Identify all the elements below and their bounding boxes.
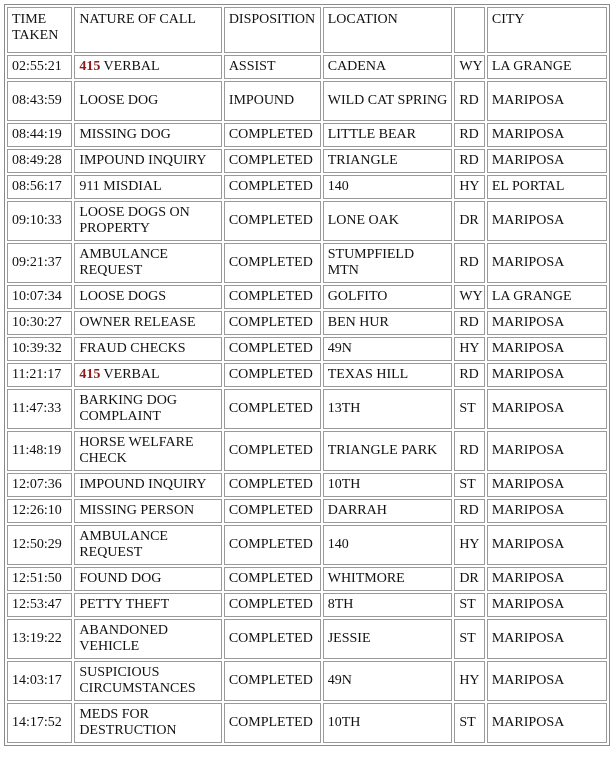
nature-text: VERBAL [100, 367, 160, 382]
cell-nature-of-call [74, 363, 222, 387]
cell-city: MARIPOSA [487, 363, 607, 387]
cell-nature-of-call [74, 243, 222, 283]
nature-text: ABANDONED VEHICLE [79, 623, 172, 654]
cell-location: 13TH [323, 389, 453, 429]
cell-city: MARIPOSA [487, 81, 607, 121]
nature-text: FRAUD CHECKS [79, 341, 186, 356]
penal-code: 415 [79, 367, 101, 382]
cell-time-taken: 08:44:19 [7, 123, 72, 147]
cell-disposition: COMPLETED [224, 703, 321, 743]
cell-city: LA GRANGE [487, 55, 607, 79]
nature-text: FOUND DOG [79, 571, 162, 586]
cell-disposition: COMPLETED [224, 311, 321, 335]
cell-city: MARIPOSA [487, 661, 607, 701]
nature-text: BARKING DOG COMPLAINT [79, 393, 181, 424]
table-row [7, 567, 607, 591]
cell-disposition: COMPLETED [224, 499, 321, 523]
cell-city: MARIPOSA [487, 499, 607, 523]
cell-location: TRIANGLE PARK [323, 431, 453, 471]
cell-disposition: COMPLETED [224, 243, 321, 283]
cell-time-taken: 11:21:17 [7, 363, 72, 387]
nature-text: LOOSE DOGS [79, 289, 167, 304]
cell-location: WILD CAT SPRING [323, 81, 453, 121]
cell-time-taken: 12:26:10 [7, 499, 72, 523]
nature-text: VERBAL [100, 59, 160, 74]
cell-location: DARRAH [323, 499, 453, 523]
cell-time-taken: 10:07:34 [7, 285, 72, 309]
cell-city: EL PORTAL [487, 175, 607, 199]
cell-disposition: COMPLETED [224, 619, 321, 659]
cell-location: 49N [323, 661, 453, 701]
cell-time-taken: 08:49:28 [7, 149, 72, 173]
cell-street-type: WY [454, 285, 485, 309]
table-row [7, 661, 607, 701]
cell-disposition: COMPLETED [224, 567, 321, 591]
nature-text: HORSE WELFARE CHECK [79, 435, 198, 466]
table-row [7, 285, 607, 309]
cell-location: LITTLE BEAR [323, 123, 453, 147]
cell-time-taken: 14:03:17 [7, 661, 72, 701]
cell-city: MARIPOSA [487, 149, 607, 173]
cell-city: MARIPOSA [487, 431, 607, 471]
cell-disposition: COMPLETED [224, 201, 321, 241]
header-nature-of-call: NATURE OF CALL [74, 7, 222, 53]
cell-city: MARIPOSA [487, 525, 607, 565]
cell-street-type: HY [454, 525, 485, 565]
cell-disposition: ASSIST [224, 55, 321, 79]
table-row [7, 473, 607, 497]
cell-nature-of-call [74, 311, 222, 335]
cell-street-type: ST [454, 619, 485, 659]
header-location: LOCATION [323, 7, 453, 53]
cell-city: MARIPOSA [487, 473, 607, 497]
table-body [7, 55, 607, 743]
header-street-type [454, 7, 485, 53]
table-row [7, 703, 607, 743]
cell-location: GOLFITO [323, 285, 453, 309]
cell-disposition: COMPLETED [224, 593, 321, 617]
table-row [7, 201, 607, 241]
penal-code: 415 [79, 59, 101, 74]
cell-location: 49N [323, 337, 453, 361]
table-row [7, 363, 607, 387]
table-row [7, 337, 607, 361]
cell-location: STUMPFIELD MTN [323, 243, 453, 283]
cell-disposition: COMPLETED [224, 337, 321, 361]
cell-disposition: COMPLETED [224, 363, 321, 387]
table-row [7, 81, 607, 121]
cell-disposition: COMPLETED [224, 525, 321, 565]
cell-time-taken: 10:30:27 [7, 311, 72, 335]
cell-city: MARIPOSA [487, 243, 607, 283]
cell-street-type: RD [454, 123, 485, 147]
nature-text: LOOSE DOGS ON PROPERTY [79, 205, 194, 236]
cell-location: 8TH [323, 593, 453, 617]
cell-street-type: HY [454, 337, 485, 361]
cell-city: MARIPOSA [487, 389, 607, 429]
cell-nature-of-call [74, 567, 222, 591]
header-disposition: DISPOSITION [224, 7, 321, 53]
cell-nature-of-call [74, 473, 222, 497]
nature-text: MISSING PERSON [79, 503, 195, 518]
cell-street-type: DR [454, 567, 485, 591]
cell-time-taken: 08:56:17 [7, 175, 72, 199]
cell-time-taken: 02:55:21 [7, 55, 72, 79]
cell-nature-of-call [74, 201, 222, 241]
cell-disposition: COMPLETED [224, 149, 321, 173]
nature-text: AMBULANCE REQUEST [79, 247, 172, 278]
nature-text: MISSING DOG [79, 127, 171, 142]
table-row [7, 499, 607, 523]
table-row [7, 525, 607, 565]
cell-location: TEXAS HILL [323, 363, 453, 387]
cell-street-type: ST [454, 593, 485, 617]
cell-time-taken: 09:21:37 [7, 243, 72, 283]
cell-location: 140 [323, 525, 453, 565]
cell-disposition: COMPLETED [224, 123, 321, 147]
cell-disposition: COMPLETED [224, 661, 321, 701]
cell-street-type: RD [454, 431, 485, 471]
cell-location: 10TH [323, 703, 453, 743]
cell-time-taken: 12:51:50 [7, 567, 72, 591]
cell-street-type: DR [454, 201, 485, 241]
cell-street-type: RD [454, 243, 485, 283]
nature-text: IMPOUND INQUIRY [79, 153, 207, 168]
header-row [7, 7, 607, 53]
cell-city: LA GRANGE [487, 285, 607, 309]
nature-text: LOOSE DOG [79, 93, 159, 108]
cell-city: MARIPOSA [487, 201, 607, 241]
cell-time-taken: 14:17:52 [7, 703, 72, 743]
cell-street-type: RD [454, 499, 485, 523]
cell-location: CADENA [323, 55, 453, 79]
call-log-table [4, 4, 610, 746]
cell-street-type: ST [454, 473, 485, 497]
table-row [7, 389, 607, 429]
cell-time-taken: 13:19:22 [7, 619, 72, 659]
cell-street-type: RD [454, 311, 485, 335]
cell-nature-of-call [74, 499, 222, 523]
cell-disposition: COMPLETED [224, 175, 321, 199]
table-row [7, 55, 607, 79]
cell-street-type: RD [454, 81, 485, 121]
table-row [7, 175, 607, 199]
nature-text: PETTY THEFT [79, 597, 170, 612]
cell-nature-of-call [74, 149, 222, 173]
cell-city: MARIPOSA [487, 703, 607, 743]
cell-time-taken: 09:10:33 [7, 201, 72, 241]
cell-disposition: COMPLETED [224, 285, 321, 309]
cell-time-taken: 08:43:59 [7, 81, 72, 121]
cell-nature-of-call [74, 389, 222, 429]
header-time-taken: TIME TAKEN [7, 7, 72, 53]
cell-street-type: RD [454, 149, 485, 173]
cell-nature-of-call [74, 431, 222, 471]
cell-nature-of-call [74, 55, 222, 79]
cell-location: TRIANGLE [323, 149, 453, 173]
cell-disposition: COMPLETED [224, 473, 321, 497]
cell-location: LONE OAK [323, 201, 453, 241]
cell-time-taken: 12:53:47 [7, 593, 72, 617]
cell-nature-of-call [74, 619, 222, 659]
table-row [7, 149, 607, 173]
cell-city: MARIPOSA [487, 337, 607, 361]
cell-nature-of-call [74, 175, 222, 199]
cell-nature-of-call [74, 661, 222, 701]
cell-street-type: HY [454, 661, 485, 701]
cell-location: BEN HUR [323, 311, 453, 335]
cell-time-taken: 10:39:32 [7, 337, 72, 361]
table-row [7, 431, 607, 471]
call-log [4, 4, 610, 746]
cell-city: MARIPOSA [487, 567, 607, 591]
cell-nature-of-call [74, 525, 222, 565]
cell-time-taken: 12:07:36 [7, 473, 72, 497]
cell-disposition: IMPOUND [224, 81, 321, 121]
cell-nature-of-call [74, 285, 222, 309]
nature-text: OWNER RELEASE [79, 315, 196, 330]
nature-text: AMBULANCE REQUEST [79, 529, 172, 560]
cell-time-taken: 12:50:29 [7, 525, 72, 565]
cell-street-type: WY [454, 55, 485, 79]
cell-nature-of-call [74, 593, 222, 617]
cell-nature-of-call [74, 337, 222, 361]
cell-location: 10TH [323, 473, 453, 497]
cell-time-taken: 11:47:33 [7, 389, 72, 429]
cell-disposition: COMPLETED [224, 389, 321, 429]
table-row [7, 123, 607, 147]
nature-text: SUSPICIOUS CIRCUMSTANCES [79, 665, 196, 696]
table-row [7, 593, 607, 617]
cell-location: 140 [323, 175, 453, 199]
cell-street-type: HY [454, 175, 485, 199]
cell-time-taken: 11:48:19 [7, 431, 72, 471]
cell-street-type: ST [454, 389, 485, 429]
cell-disposition: COMPLETED [224, 431, 321, 471]
table-row [7, 619, 607, 659]
table-row [7, 311, 607, 335]
cell-location: JESSIE [323, 619, 453, 659]
nature-text: IMPOUND INQUIRY [79, 477, 207, 492]
cell-nature-of-call [74, 123, 222, 147]
nature-text: MEDS FOR DESTRUCTION [79, 707, 177, 738]
cell-location: WHITMORE [323, 567, 453, 591]
cell-city: MARIPOSA [487, 593, 607, 617]
cell-street-type: ST [454, 703, 485, 743]
header-city: CITY [487, 7, 607, 53]
cell-nature-of-call [74, 703, 222, 743]
cell-street-type: RD [454, 363, 485, 387]
cell-city: MARIPOSA [487, 123, 607, 147]
cell-city: MARIPOSA [487, 311, 607, 335]
cell-city: MARIPOSA [487, 619, 607, 659]
table-row [7, 243, 607, 283]
nature-text: 911 MISDIAL [79, 179, 162, 194]
cell-nature-of-call [74, 81, 222, 121]
